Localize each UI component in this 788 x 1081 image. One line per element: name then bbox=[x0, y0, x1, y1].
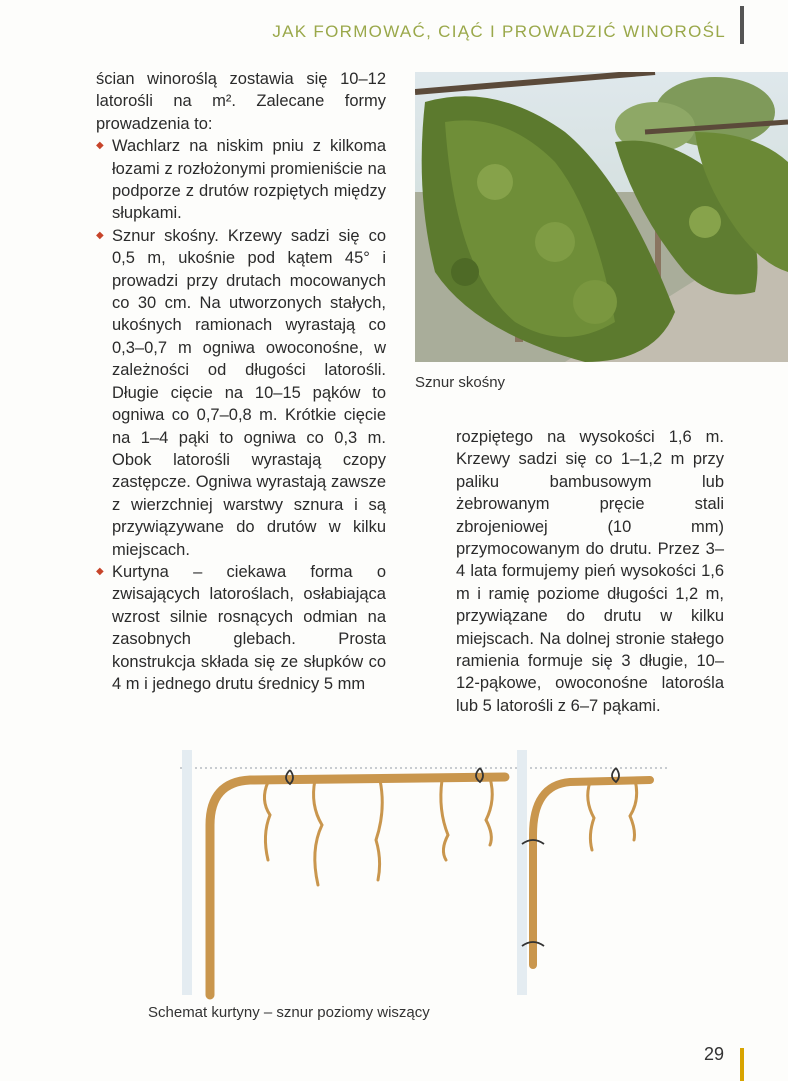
photo-caption: Sznur skośny bbox=[415, 374, 506, 391]
right-column bbox=[456, 426, 724, 717]
page-number: 29 bbox=[703, 1044, 724, 1064]
header-rule bbox=[740, 6, 744, 44]
list-item-wachlarz: ◆ Wachlarz na niskim pniu z kilkoma łozami z rozłożonymi promieniście na podporze z drutów rozpiętych między słupkami. bbox=[96, 135, 386, 225]
support-post-left bbox=[182, 750, 192, 995]
hanging-shoot bbox=[376, 780, 382, 880]
intro-paragraph: ścian winoroślą zostawia się 10–12 latorośli na m². Zalecane formy prowadzenia to: bbox=[96, 70, 386, 133]
schema-caption: Schemat kurtyny – sznur poziomy wiszący bbox=[148, 1004, 430, 1021]
hanging-shoot bbox=[314, 780, 322, 885]
running-title: JAK FORMOWAĆ, CIĄĆ I PROWADZIĆ WINOROŚL bbox=[272, 22, 726, 41]
hanging-shoot bbox=[264, 782, 270, 860]
continuation-paragraph: rozpiętego na wysokości 1,6 m. Krzewy sadzi się co 1–1,2 m przy paliku bambusowym lub żebrowanym pręcie stali zbrojeniowej (10 mm) przymocowanym do drutu. Przez 3–4 lata formujemy pień wysokości 1,6 m i ramię poziome długości 1,2 m, przywiązane do drutu w kilku miejscach. Na dolnej stronie stałego ramienia formuje się 3 długie, 10–12-pąkowe, owoconośne latorośla lub 5 latorośli z 6–7 pąkami. bbox=[456, 428, 724, 715]
hanging-shoot bbox=[588, 782, 594, 850]
training-forms-list bbox=[96, 135, 386, 695]
vine-trunk-left bbox=[210, 777, 505, 995]
hanging-shoot bbox=[630, 780, 637, 840]
support-post-right bbox=[517, 750, 527, 995]
curtain-schema-diagram bbox=[150, 740, 690, 1000]
vineyard-photo bbox=[415, 72, 788, 362]
list-item-sznur-skosny: ◆ Sznur skośny. Krzewy sadzi się co 0,5 m, ukośnie pod kątem 45° i prowadzi przy drutach mocowanych co 30 cm. Na utworzonych stałych, ukośnych ramionach wyrastają co 0,3–0,7 m ogniwa owoconośne, w zależności od długości latorośli. Długie cięcie na 10–15 pąków to ogniwa co 0,7–0,8 m. Krótkie cięcie na 1–4 pąki to ogniwa co 0,3 m. Obok latorośli wyrastają czopy zastępcze. Ogniwa wyrastają zawsze z wierzchniej warstwy sznura i są przywiązywane do drutów w kilku miejscach. bbox=[96, 225, 386, 561]
list-item-kurtyna: ◆ Kurtyna – ciekawa forma o zwisających latoroślach, osłabiająca wzrost silnie rosnących odmian na zasobnych glebach. Prosta konstrukcja składa się ze słupków co 4 m i jednego drutu średnicy 5 mm bbox=[96, 561, 386, 695]
left-column bbox=[96, 68, 386, 695]
hanging-shoot bbox=[441, 780, 448, 860]
hanging-shoot bbox=[486, 778, 492, 845]
page-marker-bar bbox=[740, 1048, 744, 1081]
vine-trunk-right bbox=[533, 780, 650, 965]
